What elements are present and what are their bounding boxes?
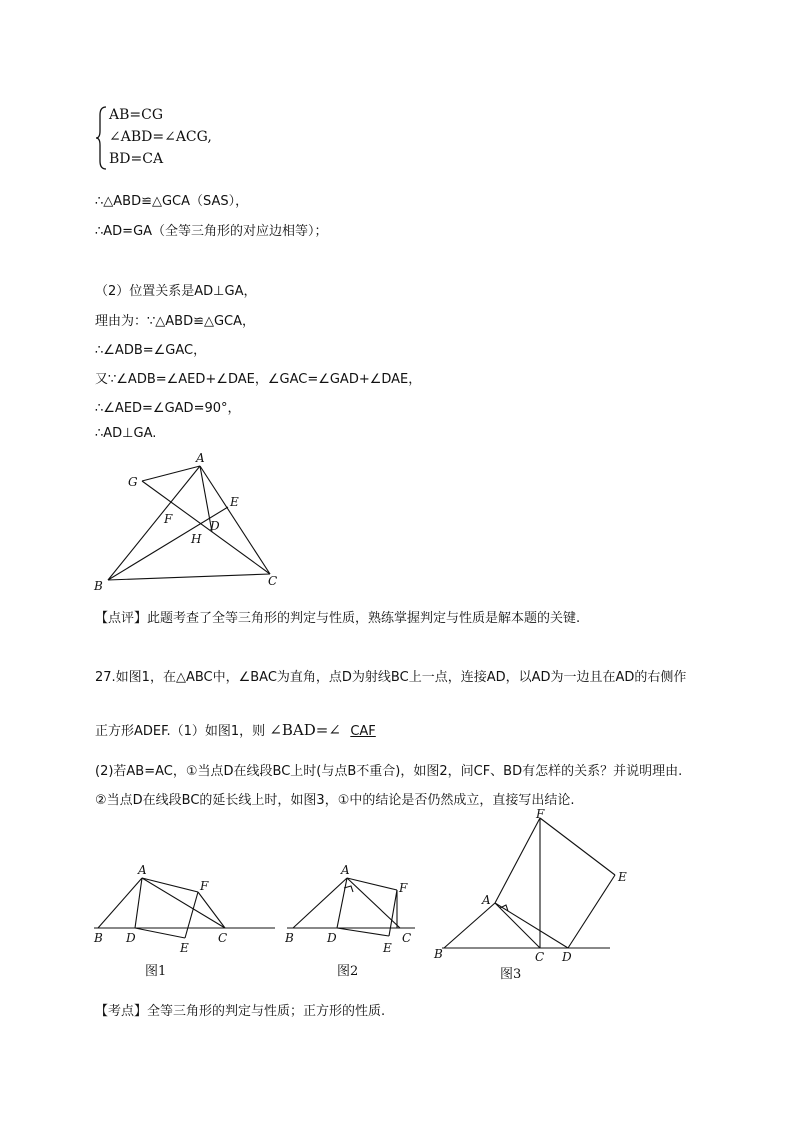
equal-sides-conclusion: ∴AD=GA（全等三角形的对应边相等）； xyxy=(95,224,328,239)
problem27-line1: 27.如图1，在△ABC中，∠BAC为直角，点D为射线BC上一点，连接AD，以AD为一边且在AD的右侧作 xyxy=(95,670,687,685)
fig3-label-C: C xyxy=(535,950,545,964)
congruence-conclusion: ∴△ABD≌△GCA（SAS）， xyxy=(95,194,249,209)
problem27-line2-prefix: 正方形ADEF.（1）如图1，则 xyxy=(95,724,266,739)
fig1-caption: 图1 xyxy=(145,964,167,979)
problem27-line4: ②当点D在线段BC的延长线上时，如图3，①中的结论是否仍然成立，直接写出结论. xyxy=(95,793,575,808)
figure-1 xyxy=(90,860,280,985)
angle-expression: ∠BAD=∠ xyxy=(269,721,341,739)
brace-icon xyxy=(95,105,109,171)
figure-2 xyxy=(285,860,425,985)
kaodian-text: 【考点】全等三角形的判定与性质；正方形的性质. xyxy=(95,1004,386,1019)
answer-blank: CAF xyxy=(350,724,376,739)
part2-step1: ∴∠ADB=∠GAC， xyxy=(95,343,207,358)
system-line-3: BD=CA xyxy=(109,151,164,167)
system-line-2: ∠ABD=∠ACG, xyxy=(109,129,212,145)
fig2-label-F: F xyxy=(399,881,408,895)
part2-conclusion: ∴AD⊥GA. xyxy=(95,426,157,441)
problem27-line3: (2)若AB=AC，①当点D在线段BC上时(与点B不重合)，如图2，问CF、BD有怎样的关系？并说明理由. xyxy=(95,764,683,779)
figure-3 xyxy=(430,808,640,988)
label-E: E xyxy=(230,495,239,509)
fig1-label-B: B xyxy=(94,931,103,945)
fig1-label-D: D xyxy=(126,931,136,945)
comment-text: 【点评】此题考查了全等三角形的判定与性质，熟练掌握判定与性质是解本题的关键. xyxy=(95,611,581,626)
label-H: H xyxy=(191,532,202,546)
fig2-label-D: D xyxy=(327,931,337,945)
label-C: C xyxy=(268,574,278,588)
fig3-label-E: E xyxy=(618,870,627,884)
part2-reason: 理由为：∵△ABD≌△GCA， xyxy=(95,314,256,329)
fig3-label-F: F xyxy=(536,808,545,821)
fig2-label-B: B xyxy=(285,931,294,945)
fig3-label-B: B xyxy=(434,947,443,961)
fig1-label-E: E xyxy=(180,941,189,955)
fig2-caption: 图2 xyxy=(337,964,359,979)
fig2-label-E: E xyxy=(383,941,392,955)
label-B: B xyxy=(94,579,103,593)
label-A: A xyxy=(196,451,205,465)
label-G: G xyxy=(128,475,138,489)
fig3-label-A: A xyxy=(482,893,491,907)
fig2-label-C: C xyxy=(402,931,412,945)
fig2-label-A: A xyxy=(341,863,350,877)
system-line-1: AB=CG xyxy=(109,107,164,123)
fig1-label-C: C xyxy=(218,931,228,945)
triangle-figure xyxy=(90,450,280,595)
fig1-label-F: F xyxy=(200,879,209,893)
fig1-label-A: A xyxy=(138,863,147,877)
label-D: D xyxy=(210,519,220,533)
label-F: F xyxy=(164,512,173,526)
equation-system xyxy=(95,105,212,175)
problem27-line2 xyxy=(95,720,381,739)
fig3-caption: 图3 xyxy=(500,967,522,982)
part2-step3: ∴∠AED=∠GAD=90°， xyxy=(95,401,241,416)
part2-step2: 又∵∠ADB=∠AED+∠DAE，∠GAC=∠GAD+∠DAE， xyxy=(95,372,422,387)
part2-statement: （2）位置关系是AD⊥GA， xyxy=(95,284,257,299)
fig3-label-D: D xyxy=(562,950,572,964)
